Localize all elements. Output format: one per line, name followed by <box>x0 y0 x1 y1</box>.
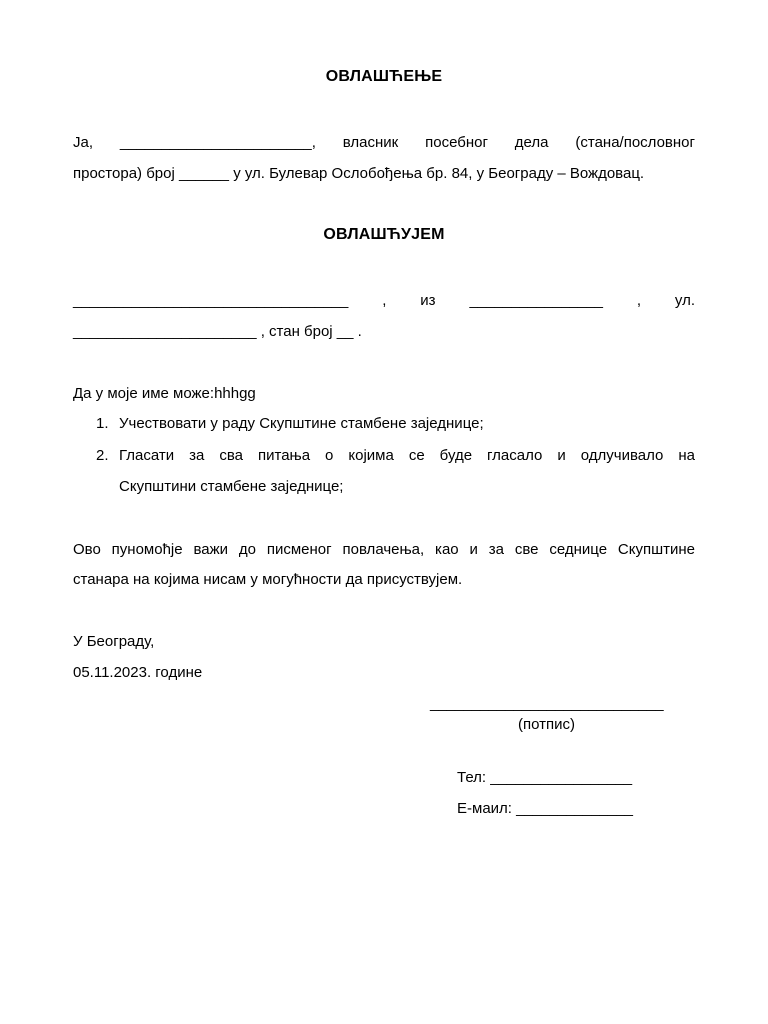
intro-line-2: простора) број ______ у ул. Булевар Ослобођења бр. 84, у Београду – Вождовац. <box>73 165 645 182</box>
signature-label: (потпис) <box>518 716 575 733</box>
authorize-line-2: ______________________ , стан број __ . <box>73 323 362 340</box>
list-item-text: Гласати за сва питања о којима се буде гласало и одлучивало на <box>119 447 695 464</box>
phone-field: Тел: _________________ <box>457 769 633 786</box>
date: 05.11.2023. године <box>73 664 203 681</box>
validity-line-1: Ово пуномоћје важи до писменог повлачења, као и за све седнице Скупштине <box>73 541 695 558</box>
email-field: Е-маил: ______________ <box>457 800 633 817</box>
place: У Београду, <box>73 633 155 650</box>
signature-line: ____________________________ <box>430 695 664 712</box>
may-intro: Да у моје име може:hhhgg <box>73 385 256 402</box>
document-title: ОВЛАШЋЕЊЕ <box>325 68 443 85</box>
list-item-text-continued: Скупштини стамбене заједнице; <box>119 478 344 495</box>
authorize-line-1: _________________________________ , из ________________ , ул. <box>73 292 695 309</box>
intro-line-1: Ја, _______________________, власник посебног дела (стана/пословног <box>73 134 695 151</box>
list-item-number: 2. <box>96 447 109 464</box>
validity-line-2: станара на којима нисам у могућности да присуствујем. <box>73 571 463 588</box>
list-item-text: Учествовати у раду Скупштине стамбене заједнице; <box>119 415 484 432</box>
document-subtitle: ОВЛАШЋУЈЕМ <box>323 226 445 243</box>
list-item-number: 1. <box>96 415 109 432</box>
